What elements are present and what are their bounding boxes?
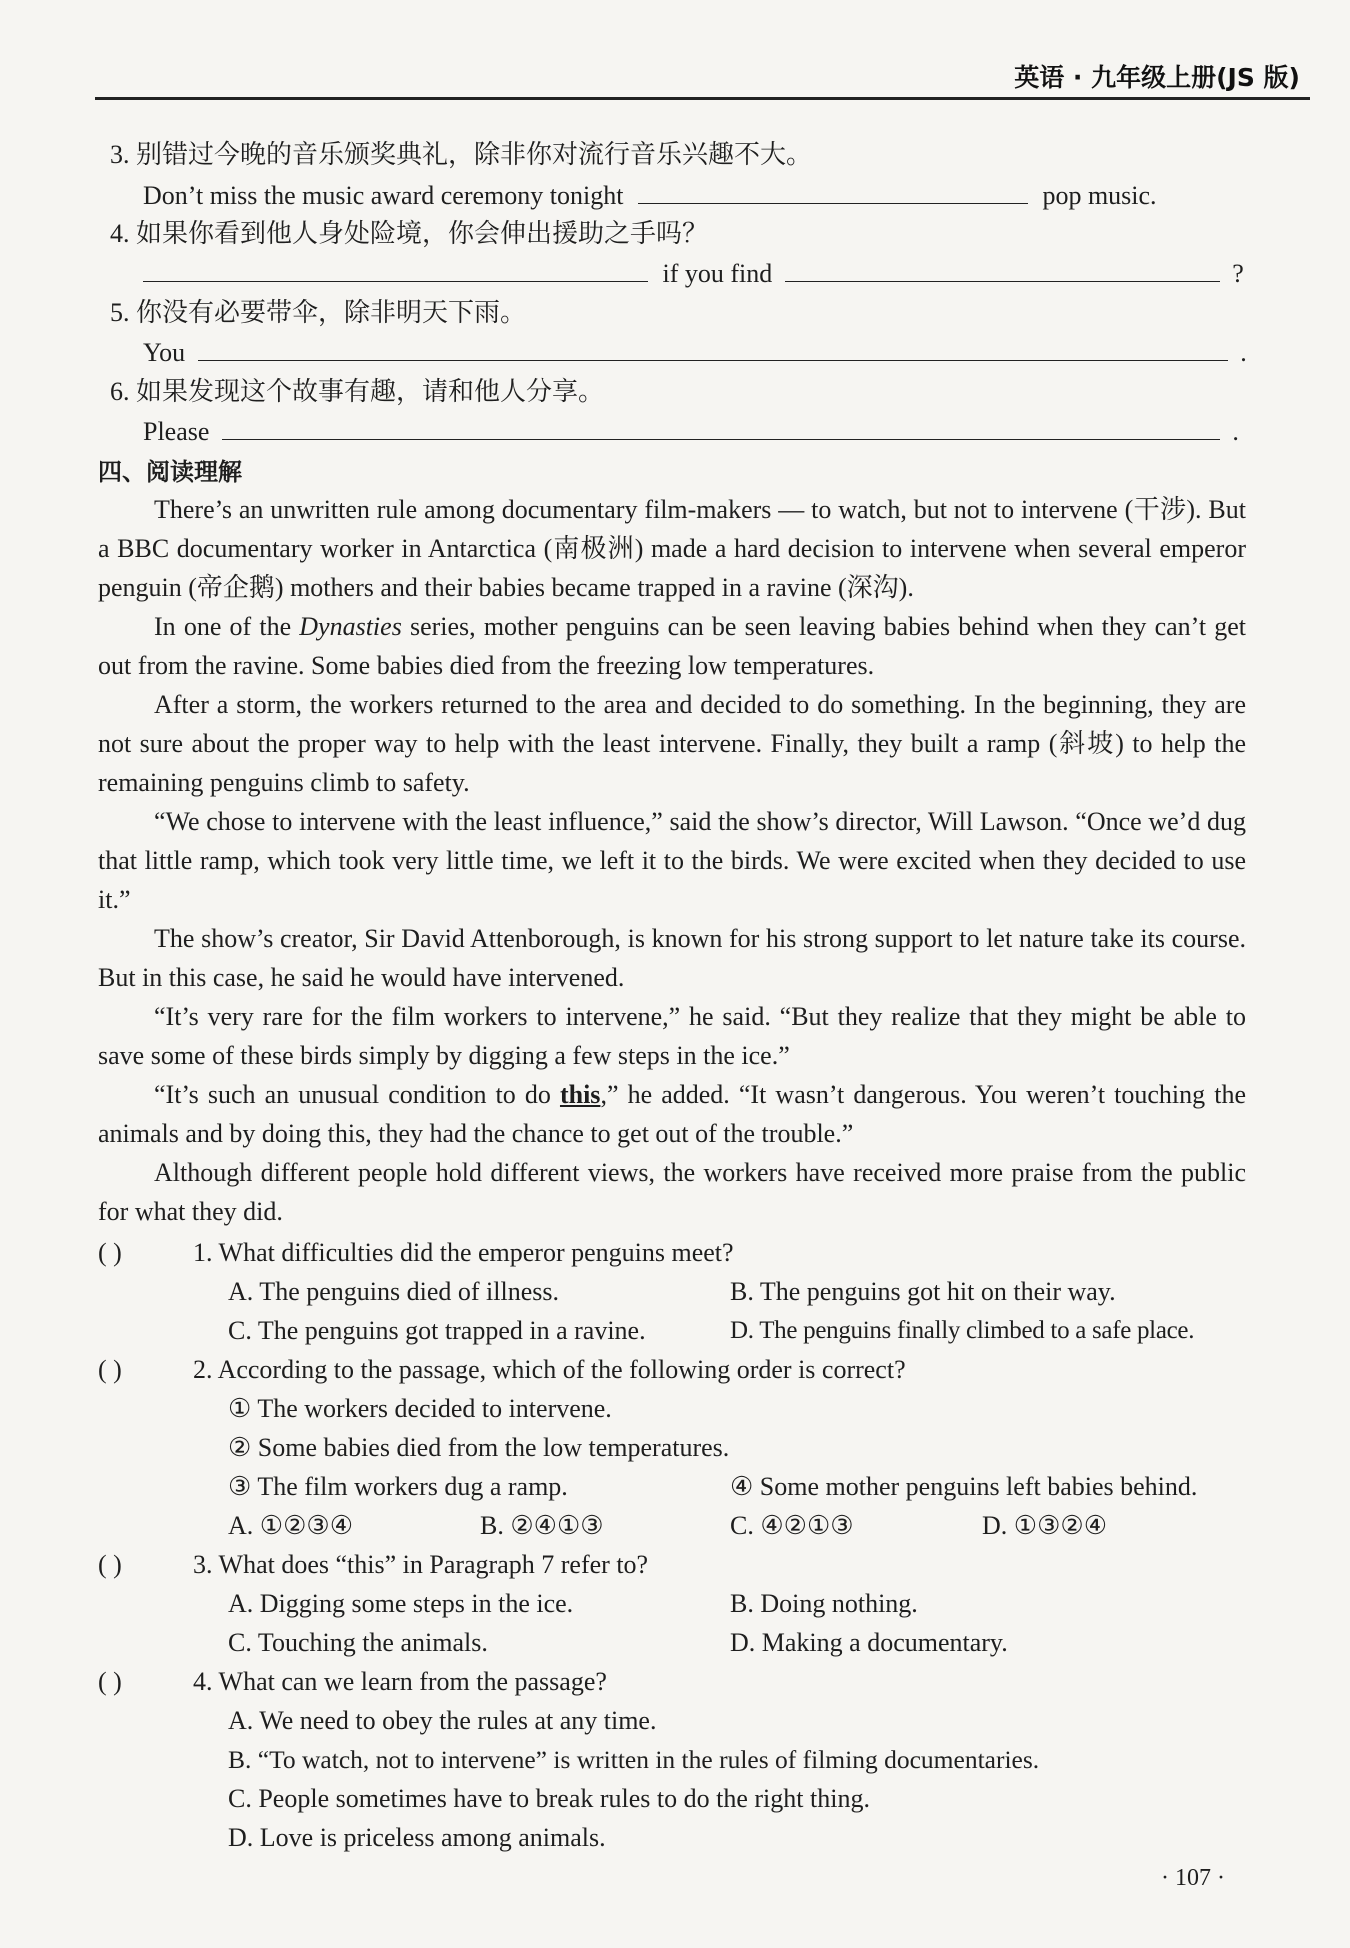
translation-4-cn: 4. 如果你看到他人身处险境，你会伸出援助之手吗？ [110,219,709,248]
passage-paragraph-2: In one of the Dynasties series, mother penguins can be seen leaving babies behind when they can’t get out from the ravine. Some babies died from the freezing low temperatures. [98,612,1246,680]
answer-paren[interactable]: ( ) [98,1355,122,1384]
translation-3-en-suffix: pop music. [1042,181,1157,210]
translation-5-en-prefix: You [143,338,186,367]
option: B. ②④①③ [480,1511,604,1540]
highlighted-word-this: this [559,1080,601,1109]
option: D. ①③②④ [982,1511,1108,1540]
translation-3-en [143,180,1157,212]
answer-paren[interactable]: ( ) [98,1667,122,1696]
translation-4-blank-1[interactable] [143,259,648,282]
translation-4-en-end: ? [1232,259,1244,288]
translation-6-en [143,416,1239,448]
translation-5-cn: 5. 你没有必要带伞，除非明天下雨。 [110,298,527,327]
translation-6-en-prefix: Please [143,417,210,446]
option: B. The penguins got hit on their way. [730,1277,1116,1306]
answer-paren[interactable]: ( ) [98,1550,122,1579]
passage-paragraph-1: There’s an unwritten rule among documentary film-makers — to watch, but not to intervene (干涉). But a BBC documentary worker in Antarctica (南极洲) made a hard decision to intervene when several emperor penguin (帝企鹅) mothers and their babies became trapped in a ravine (深沟). [98,495,1246,602]
option: C. The penguins got trapped in a ravine. [228,1316,646,1345]
option: D. The penguins finally climbed to a safe place. [730,1317,1195,1344]
option: D. Love is priceless among animals. [228,1823,606,1852]
page-number: · 107 · [1161,1865,1225,1891]
translation-5-en [143,337,1247,369]
question-4 [98,1666,607,1698]
question-stem: 4. What can we learn from the passage? [193,1667,607,1696]
sequence-item: ① The workers decided to intervene. [228,1394,612,1423]
question-stem: 1. What difficulties did the emperor penguins meet? [193,1238,734,1267]
passage-paragraph-3: After a storm, the workers returned to the area and decided to do something. In the beginning, they are not sure about the proper way to help with the least intervene. Finally, they built a ramp (斜坡) to help the remaining penguins climb to safety. [98,690,1246,797]
sequence-item: ④ Some mother penguins left babies behind. [730,1472,1198,1501]
header-rule [95,97,1310,100]
option: A. The penguins died of illness. [228,1277,559,1306]
option: C. ④②①③ [730,1511,854,1540]
series-title: Dynasties [299,612,402,641]
question-stem: 3. What does “this” in Paragraph 7 refer to? [193,1550,649,1579]
passage-paragraph-7: “It’s such an unusual condition to do this,” he added. “It wasn’t dangerous. You weren’t touching the animals and by doing this, they had the chance to get out of the trouble.” [98,1080,1246,1148]
passage-paragraph-8: Although different people hold different views, the workers have received more praise from the public for what they did. [98,1158,1246,1226]
translation-3-blank[interactable] [638,181,1028,204]
question-2 [98,1354,906,1386]
translation-4-blank-2[interactable] [785,259,1220,282]
option: C. People sometimes have to break rules to do the right thing. [228,1784,870,1813]
answer-paren[interactable]: ( ) [98,1238,122,1267]
option: B. “To watch, not to intervene” is written in the rules of filming documentaries. [228,1745,1040,1774]
translation-5-blank[interactable] [198,338,1228,361]
option: A. ①②③④ [228,1511,354,1540]
page-header-title: 英语 · 九年级上册(JS 版) [1014,63,1300,92]
translation-6-blank[interactable] [222,417,1220,440]
translation-3-en-prefix: Don’t miss the music award ceremony tonight [143,181,624,210]
option: B. Doing nothing. [730,1589,918,1618]
reading-passage [98,490,1246,1231]
sequence-item: ③ The film workers dug a ramp. [228,1472,568,1501]
passage-paragraph-5: The show’s creator, Sir David Attenborough, is known for his strong support to let nature take its course. But in this case, he said he would have intervened. [98,924,1246,992]
translation-5-en-end: . [1240,338,1247,367]
sequence-item: ② Some babies died from the low temperatures. [228,1433,730,1462]
translation-4-en-middle: if you find [662,259,773,288]
translation-4-en [143,258,1244,290]
option: A. Digging some steps in the ice. [228,1589,574,1618]
translation-3-cn: 3. 别错过今晚的音乐颁奖典礼，除非你对流行音乐兴趣不大。 [110,140,813,169]
translation-6-cn: 6. 如果发现这个故事有趣，请和他人分享。 [110,377,605,406]
option: A. We need to obey the rules at any time. [228,1706,657,1735]
passage-paragraph-6: “It’s very rare for the film workers to intervene,” he said. “But they realize that they might be able to save some of these birds simply by digging a few steps in the ice.” [98,1002,1246,1070]
question-1 [98,1237,734,1269]
section-heading: 四、阅读理解 [98,458,242,486]
translation-6-en-end: . [1232,417,1239,446]
option: D. Making a documentary. [730,1628,1008,1657]
question-3 [98,1549,648,1581]
option: C. Touching the animals. [228,1628,488,1657]
passage-paragraph-4: “We chose to intervene with the least influence,” said the show’s director, Will Lawson. “Once we’d dug that little ramp, which took very little time, we left it to the birds. We were excited when they decided to use it.” [98,807,1246,914]
question-stem: 2. According to the passage, which of the following order is correct? [193,1355,906,1384]
